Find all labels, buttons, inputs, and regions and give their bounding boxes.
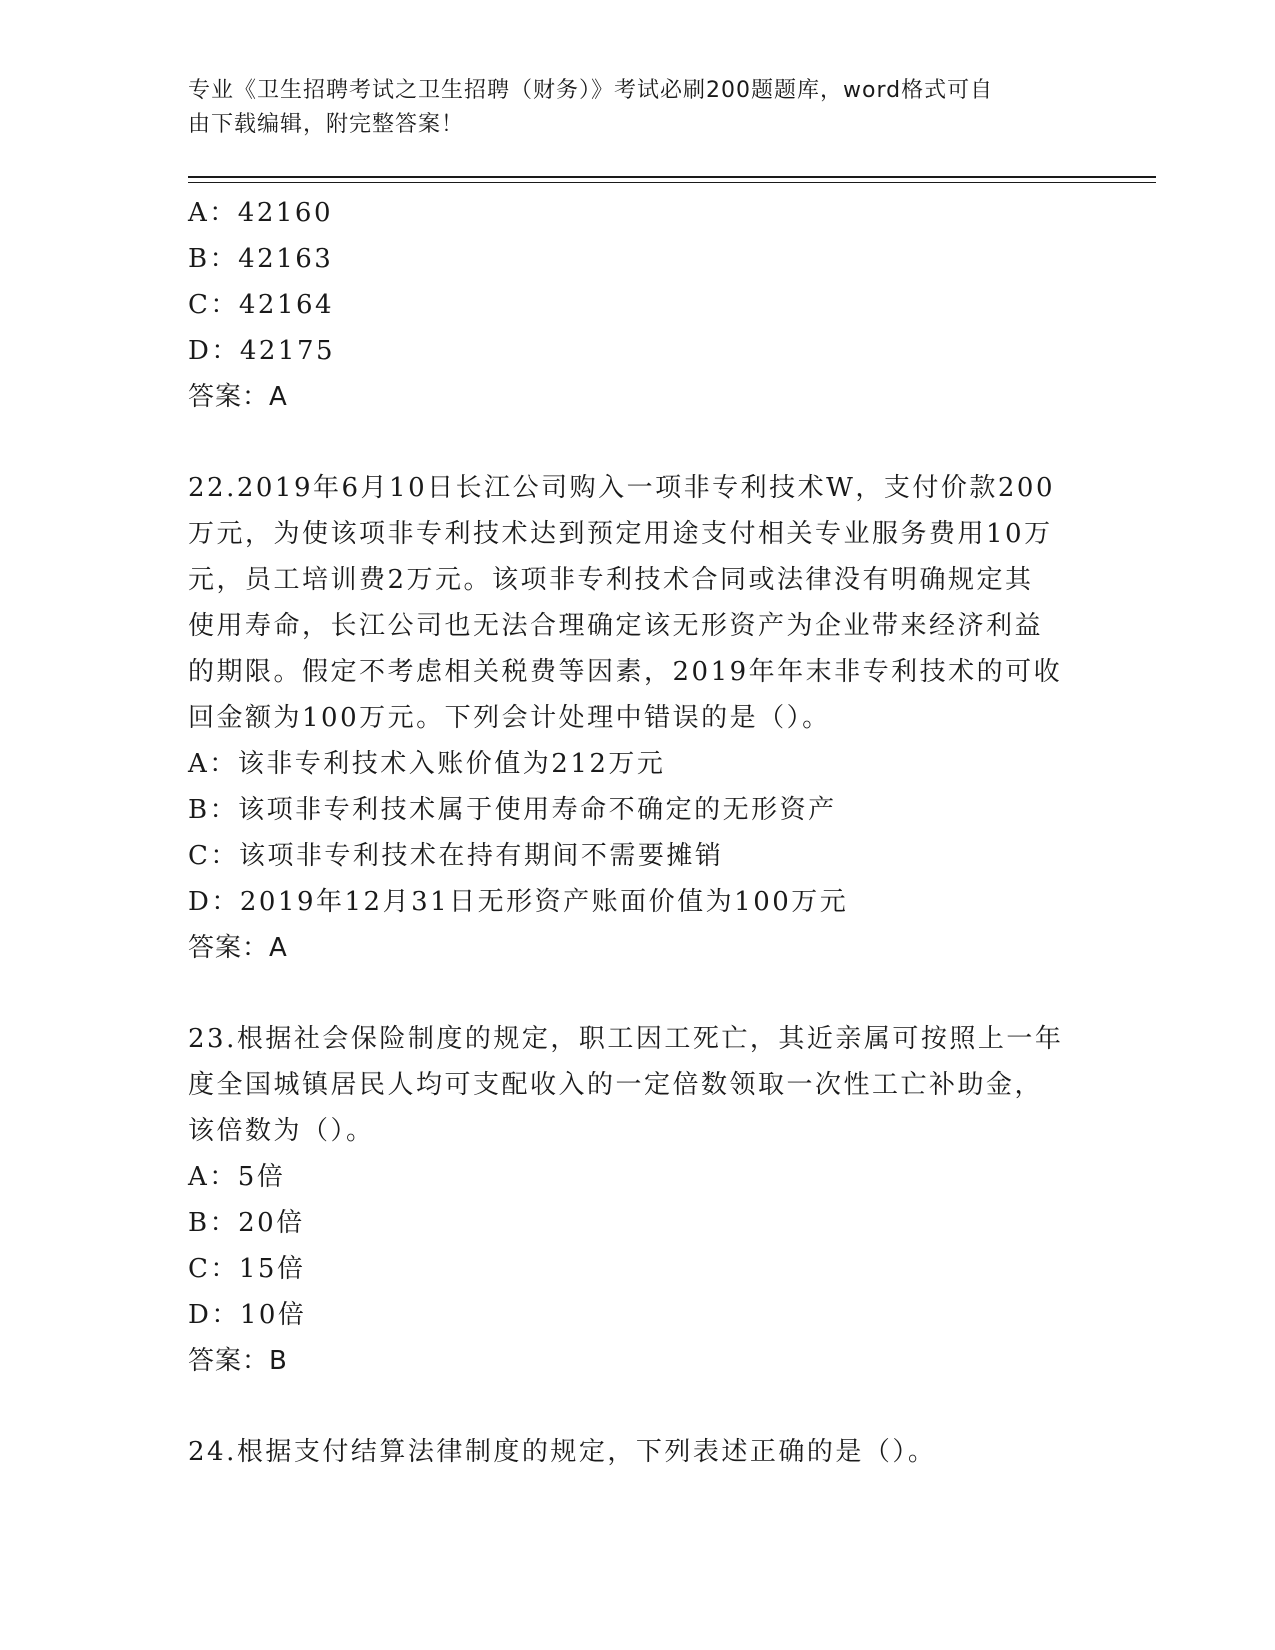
question-text-line: 使用寿命，长江公司也无法合理确定该无形资产为企业带来经济利益	[188, 611, 1044, 641]
option-a: A：5倍	[188, 1162, 286, 1192]
page-header	[188, 74, 1068, 142]
answer: 答案：A	[188, 382, 288, 412]
option-d: D：10倍	[188, 1300, 307, 1330]
document-body	[188, 190, 1088, 1475]
header-line-2: 由下载编辑，附完整答案！	[188, 112, 465, 137]
header-divider-thin	[188, 182, 1156, 183]
option-b: B：该项非专利技术属于使用寿命不确定的无形资产	[188, 795, 837, 825]
option-b: B：42163	[188, 244, 334, 274]
question-text-line: 回金额为100万元。下列会计处理中错误的是（）。	[188, 703, 831, 733]
option-b: B：20倍	[188, 1208, 305, 1238]
header-divider-thick	[188, 176, 1156, 178]
option-c: C：该项非专利技术在持有期间不需要摊销	[188, 841, 724, 871]
answer: 答案：A	[188, 933, 288, 963]
question-text-line: 元，员工培训费2万元。该项非专利技术合同或法律没有明确规定其	[188, 565, 1034, 595]
option-a: A：该非专利技术入账价值为212万元	[188, 749, 666, 779]
option-d: D：2019年12月31日无形资产账面价值为100万元	[188, 887, 849, 917]
question-text-line: 22.2019年6月10日长江公司购入一项非专利技术W，支付价款200	[188, 473, 1055, 503]
answer: 答案：B	[188, 1346, 288, 1376]
question-text-line: 万元，为使该项非专利技术达到预定用途支付相关专业服务费用10万	[188, 519, 1053, 549]
question-text-line: 24.根据支付结算法律制度的规定，下列表述正确的是（）。	[188, 1437, 937, 1467]
option-c: C：15倍	[188, 1254, 306, 1284]
option-c: C：42164	[188, 290, 335, 320]
option-d: D：42175	[188, 336, 336, 366]
spacer	[188, 1384, 1088, 1429]
question-text-line: 的期限。假定不考虑相关税费等因素，2019年年末非专利技术的可收	[188, 657, 1063, 687]
question-24	[188, 1429, 1088, 1475]
question-23	[188, 1016, 1088, 1384]
question-text-line: 度全国城镇居民人均可支配收入的一定倍数领取一次性工亡补助金，	[188, 1070, 1044, 1100]
spacer	[188, 420, 1088, 465]
question-text-line: 该倍数为（）。	[188, 1116, 375, 1146]
option-a: A：42160	[188, 198, 333, 228]
question-text-line: 23.根据社会保险制度的规定，职工因工死亡，其近亲属可按照上一年	[188, 1024, 1064, 1054]
header-line-1: 专业《卫生招聘考试之卫生招聘（财务）》考试必刷200题题库，word格式可自	[188, 78, 994, 103]
spacer	[188, 971, 1088, 1016]
question-22	[188, 465, 1088, 971]
question-21	[188, 190, 1088, 420]
